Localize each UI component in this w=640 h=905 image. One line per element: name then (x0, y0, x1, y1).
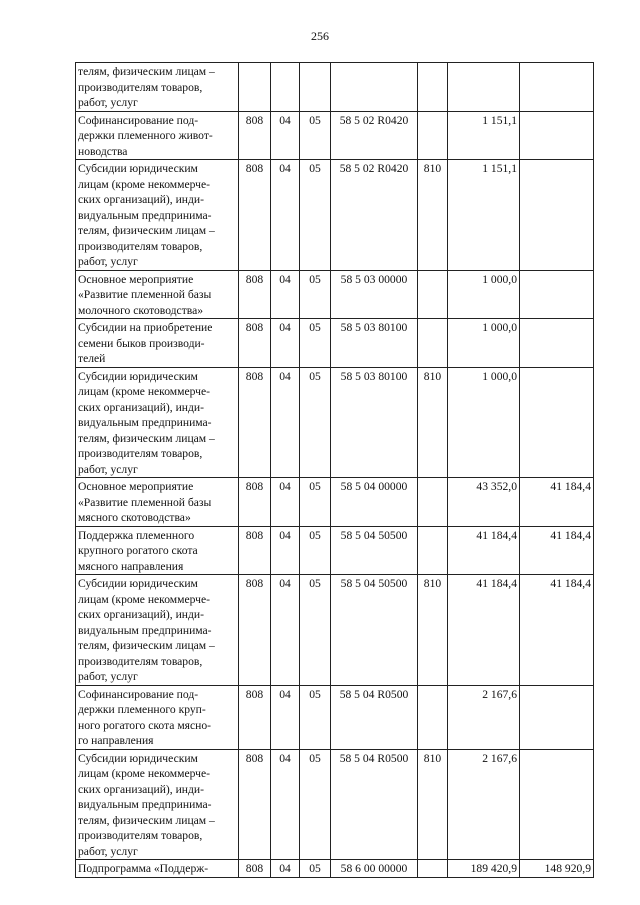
ministry-code-cell: 808 (239, 575, 271, 686)
ministry-code-cell: 808 (239, 526, 271, 575)
section-code-cell: 04 (271, 111, 300, 160)
amount-1-cell: 1 000,0 (448, 319, 520, 368)
row-name-cell: телям, физическим лицам – производителям товаров, работ, услуг (76, 63, 239, 112)
expense-type-cell (418, 270, 448, 319)
subsection-code-cell: 05 (300, 160, 331, 271)
ministry-code-cell: 808 (239, 685, 271, 749)
expense-type-cell (418, 478, 448, 527)
amount-2-cell (520, 63, 594, 112)
article-code-cell: 58 5 03 80100 (331, 367, 418, 478)
table-row (76, 63, 594, 112)
subsection-code-cell: 05 (300, 367, 331, 478)
subsection-code-cell: 05 (300, 685, 331, 749)
table-row (76, 575, 594, 686)
row-name-cell: Субсидии юридическим лицам (кроме некоммерче- ских организаций), инди- видуальным предпринима- телям, физическим лицам – производителям товаров, работ, услуг (76, 160, 239, 271)
expense-type-cell (418, 63, 448, 112)
table-row (76, 526, 594, 575)
row-name-cell: Основное мероприятие «Развитие племенной базы молочного скотоводства» (76, 270, 239, 319)
subsection-code-cell (300, 63, 331, 112)
article-code-cell: 58 5 03 00000 (331, 270, 418, 319)
row-name-cell: Софинансирование под- держки племенного живот- новодства (76, 111, 239, 160)
ministry-code-cell: 808 (239, 160, 271, 271)
amount-1-cell: 1 000,0 (448, 270, 520, 319)
table-row (76, 160, 594, 271)
ministry-code-cell: 808 (239, 478, 271, 527)
amount-2-cell: 41 184,4 (520, 478, 594, 527)
subsection-code-cell: 05 (300, 111, 331, 160)
expense-type-cell: 810 (418, 575, 448, 686)
section-code-cell: 04 (271, 367, 300, 478)
ministry-code-cell: 808 (239, 749, 271, 860)
amount-1-cell: 41 184,4 (448, 575, 520, 686)
amount-2-cell: 148 920,9 (520, 860, 594, 878)
amount-1-cell: 43 352,0 (448, 478, 520, 527)
amount-2-cell (520, 160, 594, 271)
table-row (76, 367, 594, 478)
expense-type-cell: 810 (418, 367, 448, 478)
amount-2-cell (520, 685, 594, 749)
table-row (76, 749, 594, 860)
subsection-code-cell: 05 (300, 478, 331, 527)
amount-2-cell (520, 367, 594, 478)
amount-1-cell: 1 151,1 (448, 160, 520, 271)
section-code-cell: 04 (271, 749, 300, 860)
row-name-cell: Поддержка племенного крупного рогатого скота мясного направления (76, 526, 239, 575)
amount-2-cell (520, 111, 594, 160)
section-code-cell: 04 (271, 860, 300, 878)
ministry-code-cell: 808 (239, 367, 271, 478)
table-row (76, 685, 594, 749)
table-row (76, 319, 594, 368)
article-code-cell: 58 5 04 50500 (331, 526, 418, 575)
section-code-cell: 04 (271, 575, 300, 686)
table-row (76, 111, 594, 160)
article-code-cell: 58 5 04 50500 (331, 575, 418, 686)
expense-type-cell: 810 (418, 749, 448, 860)
subsection-code-cell: 05 (300, 860, 331, 878)
article-code-cell: 58 5 02 R0420 (331, 111, 418, 160)
article-code-cell: 58 5 04 R0500 (331, 749, 418, 860)
amount-1-cell: 41 184,4 (448, 526, 520, 575)
section-code-cell: 04 (271, 526, 300, 575)
expense-type-cell (418, 111, 448, 160)
amount-1-cell: 2 167,6 (448, 749, 520, 860)
expense-type-cell: 810 (418, 160, 448, 271)
article-code-cell: 58 6 00 00000 (331, 860, 418, 878)
section-code-cell (271, 63, 300, 112)
row-name-cell: Субсидии на приобретение семени быков производи- телей (76, 319, 239, 368)
expense-type-cell (418, 685, 448, 749)
table-row (76, 478, 594, 527)
amount-1-cell: 2 167,6 (448, 685, 520, 749)
subsection-code-cell: 05 (300, 319, 331, 368)
subsection-code-cell: 05 (300, 526, 331, 575)
article-code-cell: 58 5 04 R0500 (331, 685, 418, 749)
subsection-code-cell: 05 (300, 270, 331, 319)
ministry-code-cell: 808 (239, 860, 271, 878)
page-number: 256 (311, 29, 329, 43)
budget-table (75, 62, 594, 878)
amount-2-cell (520, 319, 594, 368)
ministry-code-cell: 808 (239, 270, 271, 319)
section-code-cell: 04 (271, 319, 300, 368)
amount-2-cell (520, 749, 594, 860)
ministry-code-cell (239, 63, 271, 112)
row-name-cell: Подпрограмма «Поддерж- (76, 860, 239, 878)
amount-2-cell (520, 270, 594, 319)
ministry-code-cell: 808 (239, 319, 271, 368)
row-name-cell: Софинансирование под- держки племенного круп- ного рогатого скота мясно- го направления (76, 685, 239, 749)
section-code-cell: 04 (271, 685, 300, 749)
row-name-cell: Субсидии юридическим лицам (кроме некоммерче- ских организаций), инди- видуальным предпринима- телям, физическим лицам – производителям товаров, работ, услуг (76, 749, 239, 860)
expense-type-cell (418, 860, 448, 878)
amount-1-cell: 1 151,1 (448, 111, 520, 160)
ministry-code-cell: 808 (239, 111, 271, 160)
row-name-cell: Основное мероприятие «Развитие племенной базы мясного скотоводства» (76, 478, 239, 527)
row-name-cell: Субсидии юридическим лицам (кроме некоммерче- ских организаций), инди- видуальным предпринима- телям, физическим лицам – производителям товаров, работ, услуг (76, 575, 239, 686)
section-code-cell: 04 (271, 160, 300, 271)
subsection-code-cell: 05 (300, 575, 331, 686)
article-code-cell (331, 63, 418, 112)
amount-1-cell: 1 000,0 (448, 367, 520, 478)
expense-type-cell (418, 526, 448, 575)
table-row (76, 270, 594, 319)
table-row (76, 860, 594, 878)
amount-2-cell: 41 184,4 (520, 575, 594, 686)
budget-table-body (76, 63, 594, 878)
section-code-cell: 04 (271, 478, 300, 527)
article-code-cell: 58 5 04 00000 (331, 478, 418, 527)
amount-2-cell: 41 184,4 (520, 526, 594, 575)
row-name-cell: Субсидии юридическим лицам (кроме некоммерче- ских организаций), инди- видуальным предпринима- телям, физическим лицам – производителям товаров, работ, услуг (76, 367, 239, 478)
amount-1-cell: 189 420,9 (448, 860, 520, 878)
expense-type-cell (418, 319, 448, 368)
subsection-code-cell: 05 (300, 749, 331, 860)
article-code-cell: 58 5 03 80100 (331, 319, 418, 368)
article-code-cell: 58 5 02 R0420 (331, 160, 418, 271)
section-code-cell: 04 (271, 270, 300, 319)
amount-1-cell (448, 63, 520, 112)
